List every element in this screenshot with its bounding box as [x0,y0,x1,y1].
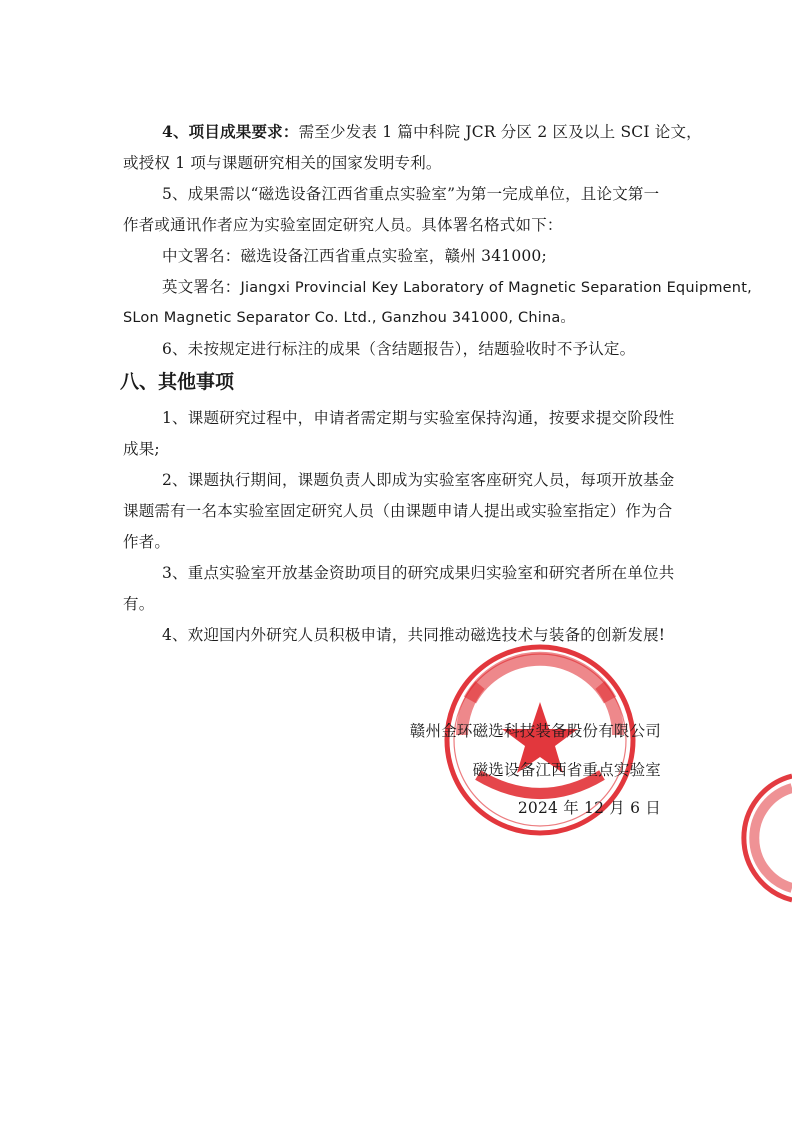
company-name: 赣州金环磁选科技装备股份有限公司 [409,722,661,740]
item4-results-line2: 或授权 1 项与课题研究相关的国家发明专利。 [123,154,442,172]
partial-seal-icon [718,768,792,908]
english-signature-label: 英文署名： [162,278,241,296]
sign-date: 2024 年 12 月 6 日 [517,799,661,817]
s8-item3-line2: 有。 [123,595,155,613]
chinese-signature-format: 中文署名：磁选设备江西省重点实验室，赣州 341000; [162,247,547,265]
english-signature-line1 [162,277,752,298]
s8-item1-line1: 1、课题研究过程中，申请者需定期与实验室保持沟通，按要求提交阶段性 [162,409,675,427]
s8-item3-line1: 3、重点实验室开放基金资助项目的研究成果归实验室和研究者所在单位共 [162,564,675,582]
item5-line1: 5、成果需以“磁选设备江西省重点实验室”为第一完成单位，且论文第一 [162,185,660,203]
s8-item1-line2: 成果; [123,440,160,458]
item5-line2: 作者或通讯作者应为实验室固定研究人员。具体署名格式如下： [123,216,563,234]
s8-item2-line2: 课题需有一名本实验室固定研究人员（由课题申请人提出或实验室指定）作为合 [123,502,673,520]
item4-label: 4、项目成果要求： [162,122,299,141]
s8-item2-line1: 2、课题执行期间，课题负责人即成为实验室客座研究人员，每项开放基金 [162,471,675,489]
item6-line: 6、未按规定进行标注的成果（含结题报告），结题验收时不予认定。 [162,340,636,358]
english-signature-line2: SLon Magnetic Separator Co. Ltd., Ganzhou 341000, China。 [123,310,576,326]
s8-item4-line: 4、欢迎国内外研究人员积极申请，共同推动磁选技术与装备的创新发展! [162,626,666,644]
item4-results-line1 [162,122,702,142]
item4-text: 需至少发表 1 篇中科院 JCR 分区 2 区及以上 SCI 论文， [298,123,702,141]
lab-name: 磁选设备江西省重点实验室 [472,761,661,779]
english-signature-text1: Jiangxi Provincial Key Laboratory of Magnetic Separation Equipment, [240,280,752,296]
s8-item2-line3: 作者。 [123,533,171,551]
section8-heading: 八、其他事项 [120,371,235,393]
